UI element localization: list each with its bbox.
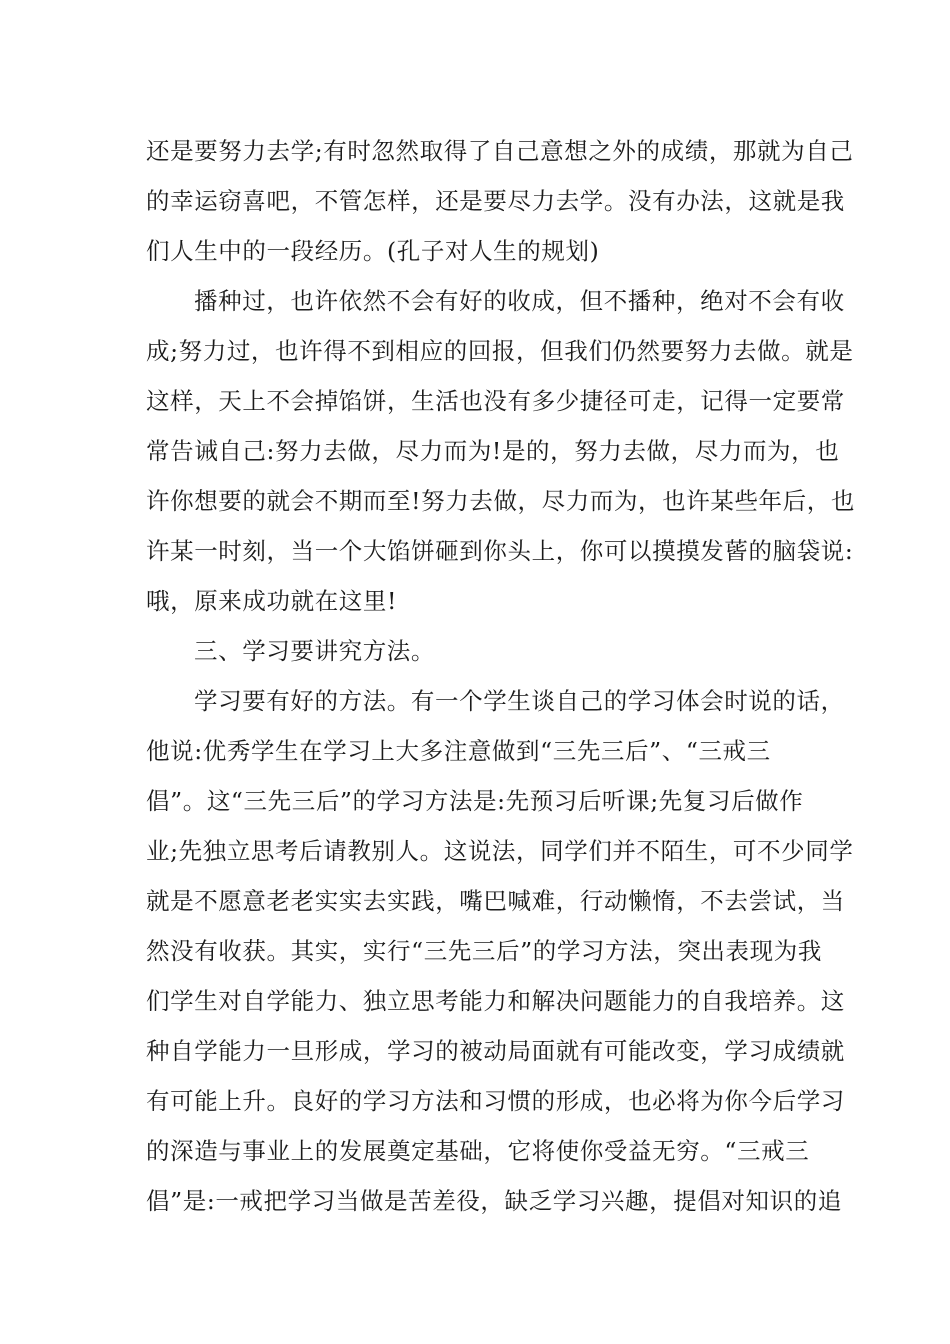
text-line: 们人生中的一段经历。(孔子对人生的规划): [146, 237, 600, 265]
text-line: 常告诫自己:努力去做，尽力而为!是的，努力去做，尽力而为，也: [146, 437, 840, 465]
text-line: 的幸运窃喜吧，不管怎样，还是要尽力去学。没有办法，这就是我: [146, 187, 845, 215]
text-line: 就是不愿意老老实实去实践，嘴巴喊难，行动懒惰，不去尝试，当: [146, 887, 845, 915]
text-line: 倡”是:一戒把学习当做是苦差役，缺乏学习兴趣，提倡对知识的追: [146, 1187, 842, 1215]
section-heading: 三、学习要讲究方法。: [194, 637, 435, 665]
text-line: 有可能上升。良好的学习方法和习惯的形成，也必将为你今后学习: [146, 1087, 845, 1115]
text-line: 们学生对自学能力、独立思考能力和解决问题能力的自我培养。这: [146, 987, 845, 1015]
text-line: 还是要努力去学;有时忽然取得了自己意想之外的成绩，那就为自己: [146, 137, 854, 165]
text-line: 业;先独立思考后请教别人。这说法，同学们并不陌生，可不少同学: [146, 837, 854, 865]
text-line: 他说:优秀学生在学习上大多注意做到“三先三后”、“三戒三: [146, 737, 771, 765]
text-line: 的深造与事业上的发展奠定基础，它将使你受益无穷。“三戒三: [146, 1137, 810, 1165]
text-line: 许你想要的就会不期而至!努力去做，尽力而为，也许某些年后，也: [146, 487, 855, 515]
text-line: 倡”。这“三先三后”的学习方法是:先预习后听课;先复习后做作: [146, 787, 804, 815]
paragraph-start-line: 学习要有好的方法。有一个学生谈自己的学习体会时说的话，: [194, 687, 845, 715]
paragraph-start-line: 播种过，也许依然不会有好的收成，但不播种，绝对不会有收: [194, 287, 845, 315]
text-line: 这样，天上不会掉馅饼，生活也没有多少捷径可走，记得一定要常: [146, 387, 845, 415]
text-line: 许某一时刻，当一个大馅饼砸到你头上，你可以摸摸发蒈的脑袋说:: [146, 537, 854, 565]
text-line: 成;努力过，也许得不到相应的回报，但我们仍然要努力去做。就是: [146, 337, 854, 365]
text-line: 种自学能力一旦形成，学习的被动局面就有可能改变，学习成绩就: [146, 1037, 845, 1065]
text-line: 然没有收获。其实，实行“三先三后”的学习方法，突出表现为我: [146, 937, 822, 965]
text-line: 哦，原来成功就在这里!: [146, 587, 398, 615]
